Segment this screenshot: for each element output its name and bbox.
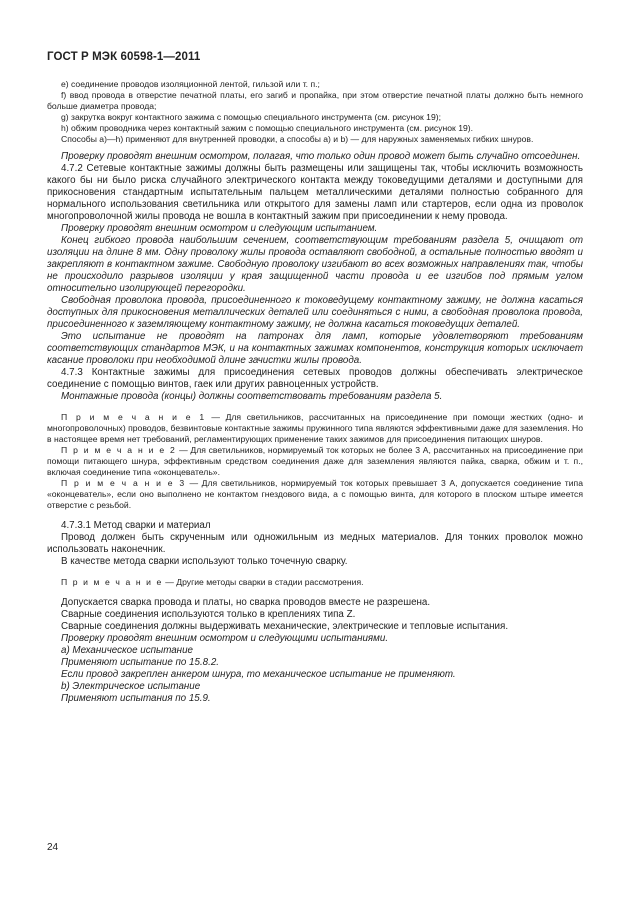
note-3	[47, 478, 583, 511]
page-number: 24	[47, 842, 59, 853]
note-1	[47, 412, 583, 445]
test-line: a) Механическое испытание	[61, 645, 193, 656]
test-line: Если провод закреплен анкером шнура, то механическое испытание не применяют.	[61, 669, 456, 680]
italic-paragraph: Это испытание не проводят на патронах для ламп, которые удовлетворяют требованиям соответствующих стандартов МЭК, и на контактных зажимах компонентов, конструкция которых исключает касание проволоки при необходимой длине зачистки жилы провода.	[47, 331, 583, 366]
note-weld	[47, 577, 583, 588]
test-line: Проверку проводят внешним осмотром и следующими испытаниями.	[61, 633, 389, 644]
italic-paragraph: Конец гибкого провода наибольшим сечением, соответствующим требованиям раздела 5, очищают от изоляции на длине 8 мм. Одну проволоку жилы провода оставляют свободной, а остальные полностью вводят и закрепляют в контактном зажиме. Свободную проволоку изгибают во всех возможных направлениях так, чтобы не происходило разрывов изоляции у края защищенной части провода и ее изгибов под прямым углом относительно изолирующей перегородки.	[47, 235, 583, 294]
methods-summary: Способы a)—h) применяют для внутренней проводки, а способы a) и b) — для наружных заменяемых гибких шнуров.	[61, 134, 534, 144]
italic-paragraph: Свободная проволока провода, присоединенного к токоведущему контактному зажиму, не должна касаться доступных для прикосновения металлических деталей или соединяться с ними, а свободная проволока провода, присоединенного к заземляющему контактному зажиму, не должна касаться токоведущих деталей.	[47, 295, 583, 330]
check-single-wire: Проверку проводят внешним осмотром, полагая, что только один провод может быть случайно отсоединен.	[61, 151, 581, 162]
note-text: — Для светильников, нормируемый ток которых не более 3 А, рассчитанных на присоединение при помощи питающего шнура, эффективным средством соединения даже для заземления являются пайка, сварка, обжим и т. п., включая соединение типа «оконцеватель».	[47, 445, 583, 477]
weld-rule: Сварные соединения должны выдерживать механические, электрические и тепловые испытания.	[61, 621, 509, 632]
test-line: Применяют испытания по 15.9.	[61, 693, 211, 704]
clause-4-7-2: 4.7.2 Сетевые контактные зажимы должны быть размещены или защищены так, чтобы исключить возможность какого бы ни было риска случайного электрического контакта между токоведущими деталями и доступными для прикосновения стандартным испытательным пальцем металлическими деталями полностью собранного для нормального использования светильника или открытого для замены ламп или стартеров, если одна из проволок многопроволочной жилы провода не вошла в контактный зажим при присоединении к нему провода.	[47, 163, 583, 222]
note-label: П р и м е ч а н и е 3	[61, 478, 186, 488]
note-text: — Другие методы сварки в стадии рассмотрения.	[162, 577, 364, 587]
document-header: ГОСТ Р МЭК 60598-1—2011	[47, 51, 201, 63]
document-body	[47, 79, 583, 705]
list-item: f) ввод провода в отверстие печатной платы, его загиб и пропайка, при этом отверстие печатной платы должно быть немного больше диаметра провода;	[47, 90, 583, 111]
clause-4-7-3: 4.7.3 Контактные зажимы для присоединения сетевых проводов должны обеспечивать электрическое соединение с помощью винтов, гаек или других равноценных устройств.	[47, 367, 583, 390]
list-item: h) обжим проводника через контактный зажим с помощью специального инструмента (см. рисунок 19).	[61, 123, 473, 133]
spot-welding: В качестве метода сварки используют только точечную сварку.	[61, 556, 348, 567]
note-2	[47, 445, 583, 478]
note-label: П р и м е ч а н и е 2	[61, 445, 177, 455]
note-text: — Для светильников, нормируемый ток которых превышает 3 А, допускается соединение типа «оконцеватель», если оно выполнено не контактом гнездового вида, а с помощью винта, для которого в плоском штыре имеется отверстие с резьбой.	[47, 478, 583, 510]
note-label: П р и м е ч а н и е	[61, 577, 163, 587]
weld-rule: Допускается сварка провода и платы, но сварка проводов вместе не разрешена.	[61, 597, 431, 608]
note-text: — Для светильников, рассчитанных на присоединение при помощи жестких (одно- и многопроволочных) проводов, безвинтовые контактные зажимы пружинного типа являются эффективными даже для заземления. Но в настоящее время нет требований, регламентирующих применение таких зажимов для присоединения питающих шнуров.	[47, 412, 583, 444]
test-line: Применяют испытание по 15.8.2.	[61, 657, 220, 668]
list-item: e) соединение проводов изоляционной лентой, гильзой или т. п.;	[61, 79, 320, 89]
weld-rule: Сварные соединения используются только в креплениях типа Z.	[61, 609, 356, 620]
list-item: g) закрутка вокруг контактного зажима с помощью специального инструмента (см. рисунок 19);	[61, 112, 441, 122]
note-label: П р и м е ч а н и е 1	[61, 412, 206, 422]
clause-4-7-3-1: 4.7.3.1 Метод сварки и материал	[61, 520, 211, 531]
italic-paragraph: Проверку проводят внешним осмотром и следующим испытанием.	[61, 223, 378, 234]
test-line: b) Электрическое испытание	[61, 681, 201, 692]
wire-material: Провод должен быть скрученным или одножильным из медных материалов. Для тонких проволок можно использовать наконечник.	[47, 532, 583, 555]
clause-4-7-3-check: Монтажные провода (концы) должны соответствовать требованиям раздела 5.	[61, 391, 443, 402]
